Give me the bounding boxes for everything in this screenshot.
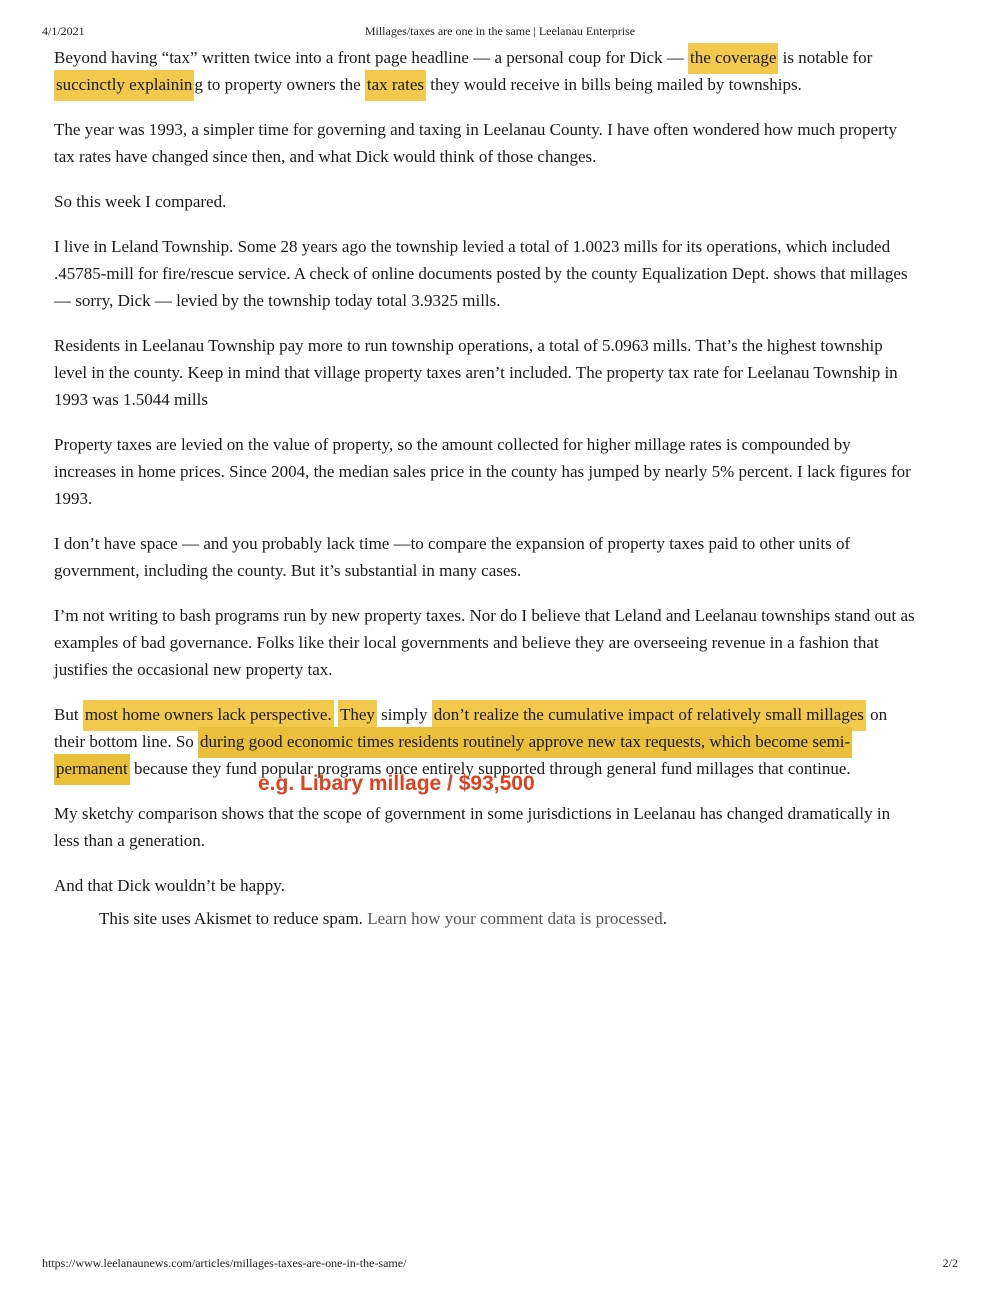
paragraph-8: I’m not writing to bash programs run by new property taxes. Nor do I believe that Leland and Leelanau townships stand out as examples of bad governance. Folks like their local governments and believe they are overseeing revenue in a fashion that justifies the occasional new property tax. <box>54 606 915 679</box>
print-footer <box>42 1256 958 1272</box>
paragraph-11: And that Dick wouldn’t be happy. <box>54 876 285 895</box>
akismet-text: This site uses Akismet to reduce spam. <box>99 909 368 928</box>
text-segment: because they fund popular programs once entirely supported through general fund millages that continue. <box>129 759 851 778</box>
highlight-the-coverage: the coverage <box>688 43 778 74</box>
highlight-cumulative-impact: don’t realize the cumulative impact of relatively small millages <box>432 700 866 731</box>
highlight-good-economic-times: during good economic times residents routinely approve new tax requests, which become semi-permanent <box>54 727 852 785</box>
text-segment: on their bottom line. So <box>54 705 888 751</box>
paragraph-6: Property taxes are levied on the value of property, so the amount collected for higher millage rates is compounded by increases in home prices. Since 2004, the median sales price in the county has jumped by nearly 5% percent. I lack figures for 1993. <box>54 435 911 508</box>
text-segment: simply <box>376 705 432 724</box>
paragraph-2: The year was 1993, a simpler time for governing and taxing in Leelanau County. I have often wondered how much property tax rates have changed since then, and what Dick would think of those changes. <box>54 120 897 166</box>
paragraph-4: I live in Leland Township. Some 28 years ago the township levied a total of 1.0023 mills for its operations, which included .45785-mill for fire/rescue service. A check of online documents posted by the county Equalization Dept. shows that millages — sorry, Dick — levied by the township today total 3.9325 mills. <box>54 237 908 310</box>
highlight-succinctly-explaining: succinctly explainin <box>54 70 194 101</box>
highlight-most-home-owners: most home owners lack perspective. <box>83 700 334 731</box>
print-url: https://www.leelanaunews.com/articles/millages-taxes-are-one-in-the-same/ <box>42 1256 407 1270</box>
text-segment: is notable for <box>778 48 873 67</box>
paragraph-3: So this week I compared. <box>54 192 227 211</box>
print-page-title: Millages/taxes are one in the same | Leelanau Enterprise <box>364 24 636 38</box>
text-segment: Beyond having “tax” written twice into a front page headline — a personal coup for Dick — <box>54 48 688 67</box>
text-segment: they would receive in bills being mailed by townships. <box>425 75 802 94</box>
print-header <box>42 24 958 40</box>
paragraph-5: Residents in Leelanau Township pay more to run township operations, a total of 5.0963 mills. That’s the highest township level in the county. Keep in mind that village property taxes aren’t included. The property tax rate for Leelanau Township in 1993 was 1.5044 mills <box>54 336 898 409</box>
akismet-notice <box>99 907 667 931</box>
print-date: 4/1/2021 <box>42 24 85 38</box>
akismet-learn-more-link[interactable]: Learn how your comment data is processed <box>367 909 663 928</box>
text-segment: But <box>54 705 83 724</box>
highlight-tax-rates: tax rates <box>365 70 426 101</box>
page-number: 2/2 <box>942 1256 958 1270</box>
paragraph-9 <box>54 701 916 782</box>
handwritten-annotation: e.g. Libary millage / $93,500 <box>258 772 535 795</box>
paragraph-1 <box>54 44 916 98</box>
highlight-they: They <box>338 700 377 731</box>
akismet-period: . <box>662 909 667 928</box>
paragraph-7: I don’t have space — and you probably lack time —to compare the expansion of property taxes paid to other units of government, including the county. But it’s substantial in many cases. <box>54 534 851 580</box>
paragraph-10: My sketchy comparison shows that the scope of government in some jurisdictions in Leelanau has changed dramatically in less than a generation. <box>54 804 891 850</box>
text-segment: g to property owners the <box>194 75 365 94</box>
